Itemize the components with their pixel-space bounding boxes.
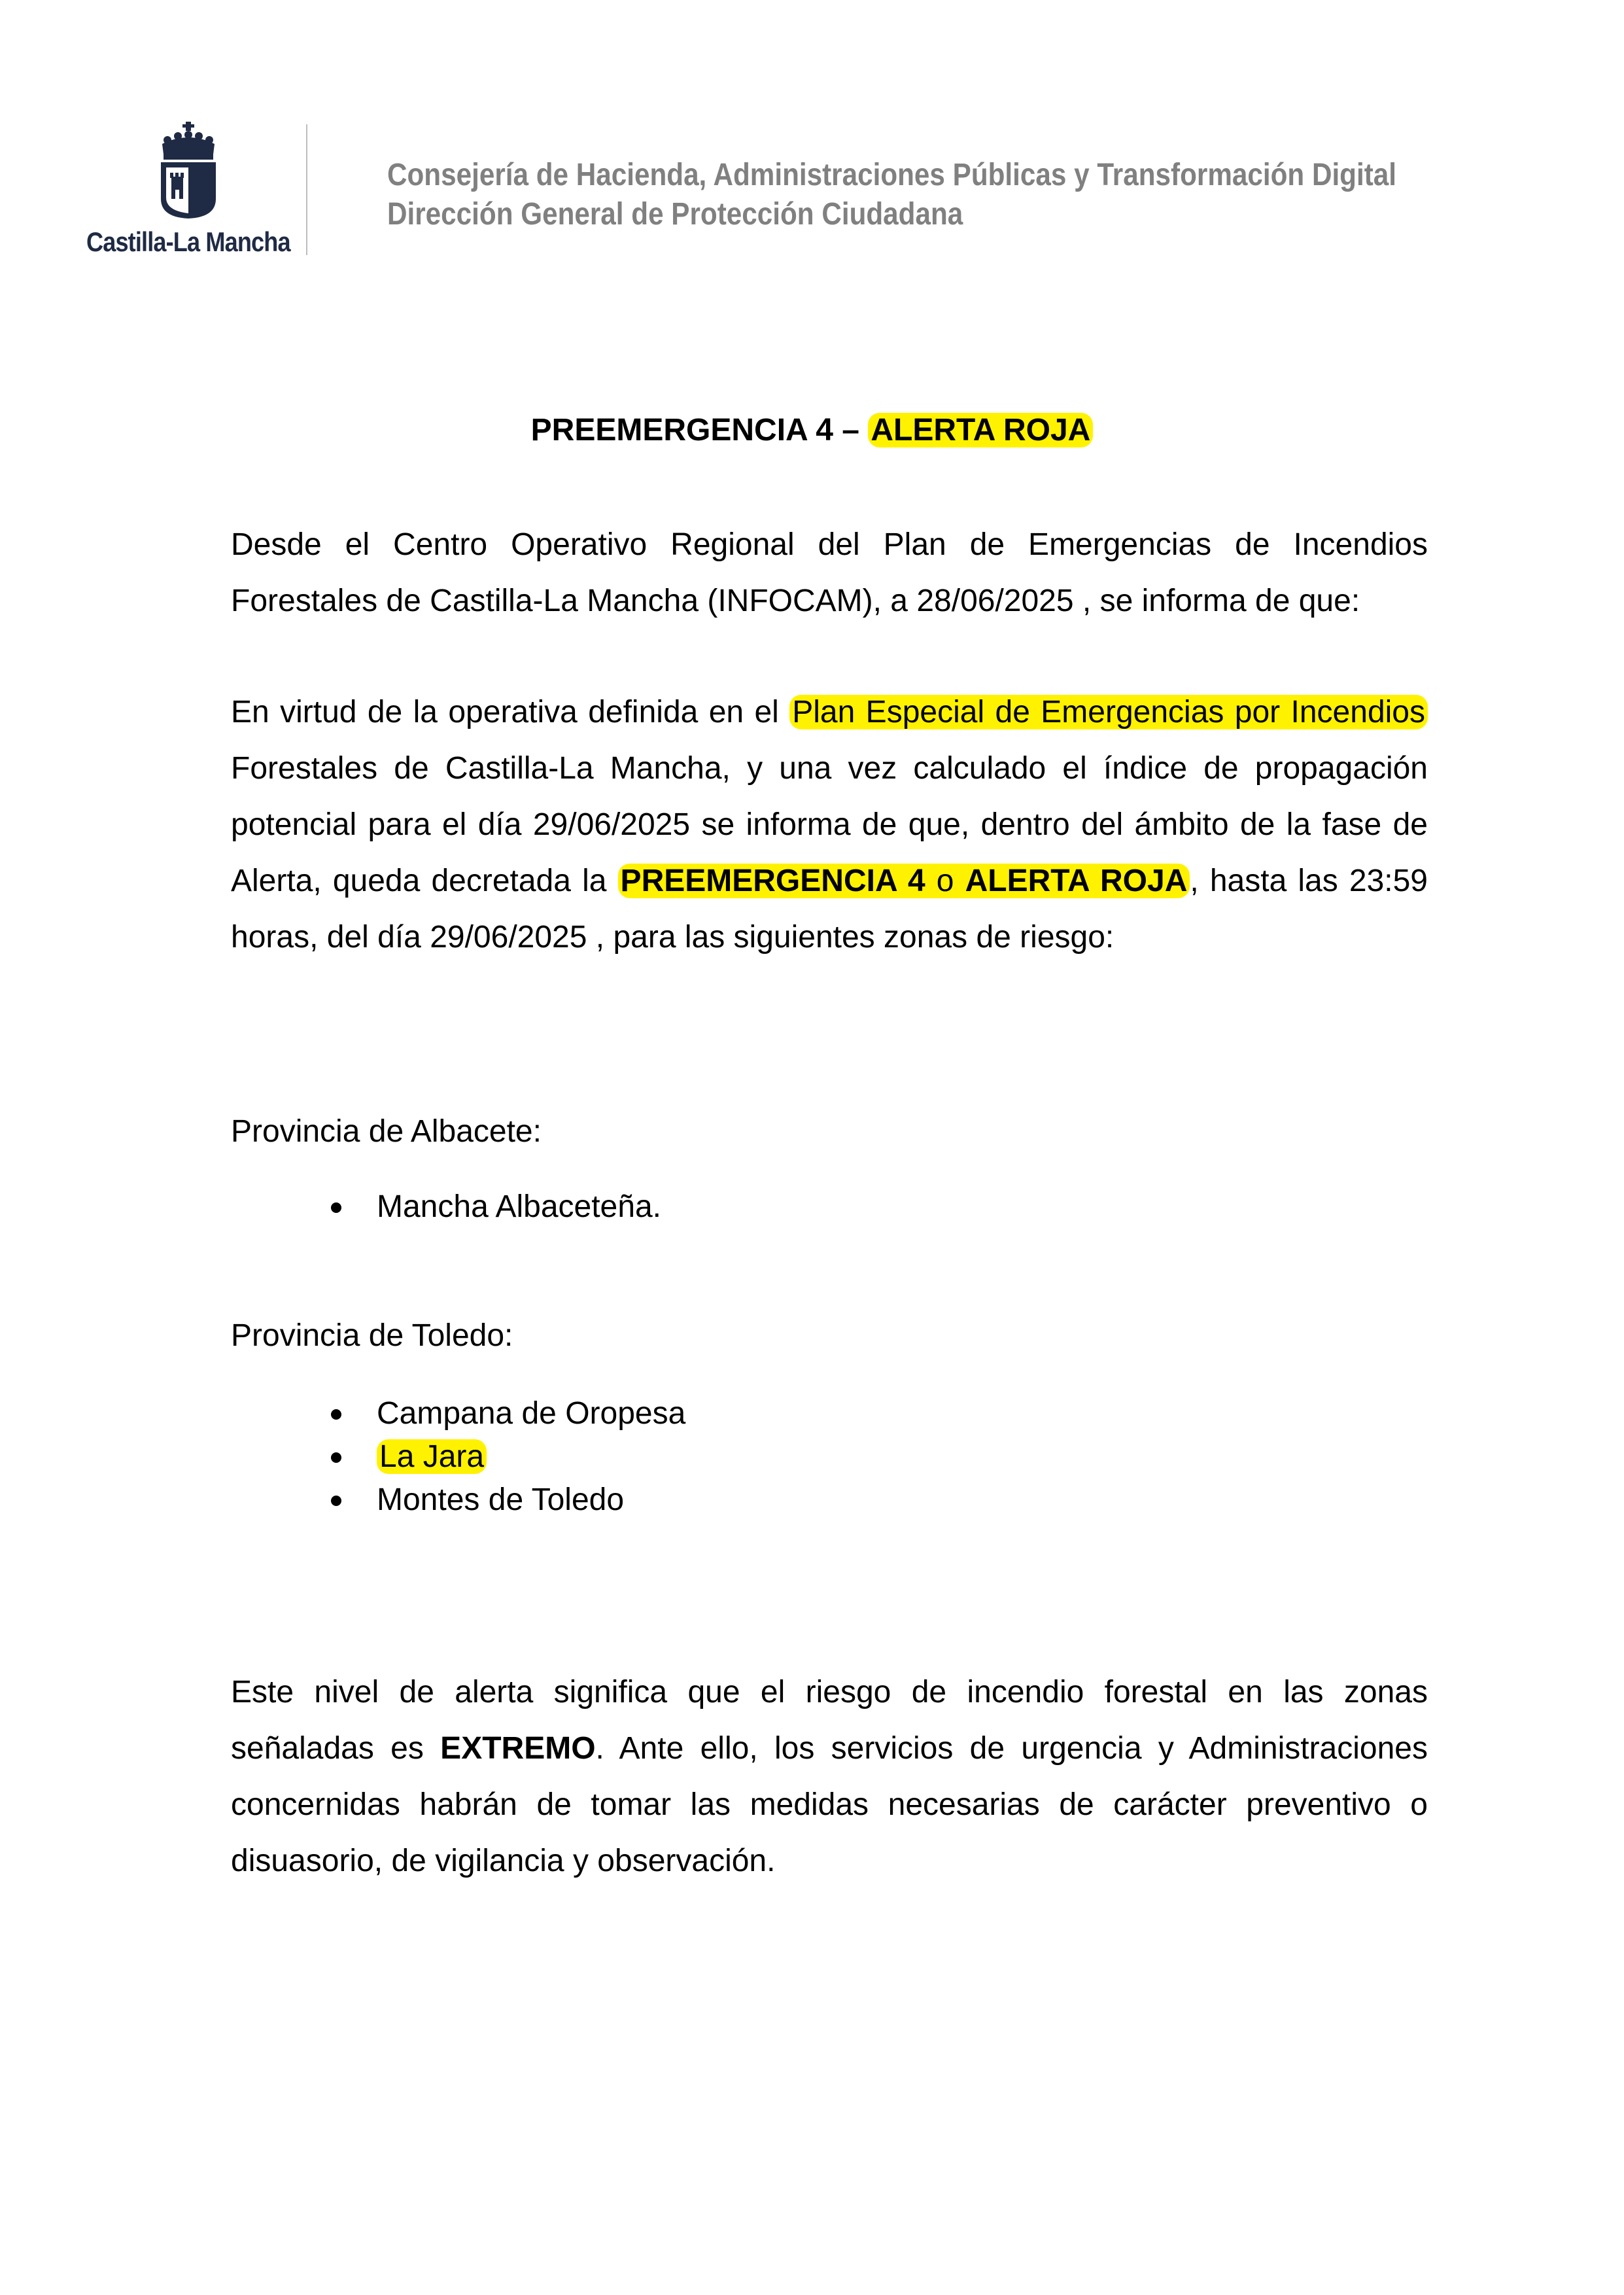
title-prefix: PREEMERGENCIA 4 – [530, 413, 869, 447]
department-name: Consejería de Hacienda, Administraciones Públicas y Transformación Digital [387, 158, 1397, 192]
zone-name: Campana de Oropesa [377, 1396, 686, 1431]
department-block [387, 156, 1396, 234]
castilla-la-mancha-logo [84, 122, 300, 259]
meaning-text: señaladas es [231, 1731, 441, 1766]
declaration-text: En virtud de la operativa definida en el [231, 695, 790, 729]
document-title [0, 411, 1624, 450]
risk-level-bold: EXTREMO [440, 1731, 596, 1766]
intro-line-1: Desde el Centro Operativo Regional del Plan de Emergencias de Incendios [231, 527, 1428, 562]
alert-level-highlight [618, 864, 1190, 898]
plan-name-highlight: Plan Especial de Emergencias por Incendios [789, 695, 1428, 729]
declaration-line-5: horas, del día 29/06/2025 , para las siguientes zonas de riesgo: [231, 920, 1114, 955]
meaning-text: . Ante ello, los servicios de urgencia y Administraciones [595, 1731, 1428, 1766]
toledo-zone-list [327, 1392, 685, 1522]
list-item [327, 1435, 685, 1479]
list-item [327, 1185, 661, 1229]
declaration-line-4 [231, 853, 1428, 909]
coat-of-arms-icon [156, 122, 221, 220]
province-toledo-heading: Provincia de Toledo: [231, 1318, 513, 1353]
albacete-zone-list [327, 1185, 661, 1229]
declaration-line-3: potencial para el día 29/06/2025 se informa de que, dentro del ámbito de la fase de [231, 807, 1428, 842]
declaration-line-1 [231, 684, 1428, 741]
zone-name-highlight: La Jara [377, 1439, 487, 1474]
intro-line-2: Forestales de Castilla-La Mancha (INFOCAM), a 28/06/2025 , se informa de que: [231, 584, 1360, 618]
alert-declaration-paragraph [231, 684, 1428, 966]
directorate-name: Dirección General de Protección Ciudadana [387, 197, 963, 232]
meaning-line-4: disuasorio, de vigilancia y observación. [231, 1844, 776, 1878]
title-highlight: ALERTA ROJA [868, 413, 1093, 447]
page-header [0, 0, 1624, 275]
list-item [327, 1479, 685, 1522]
bullet-icon [331, 1202, 341, 1213]
meaning-line-2 [231, 1721, 1428, 1777]
zone-name: Montes de Toledo [377, 1482, 625, 1517]
list-item [327, 1392, 685, 1435]
alert-level-bold: PREEMERGENCIA 4 [620, 864, 925, 898]
zone-name: Mancha Albaceteña. [377, 1189, 661, 1224]
bullet-icon [331, 1409, 341, 1420]
meaning-line-1: Este nivel de alerta significa que el riesgo de incendio forestal en las zonas [231, 1675, 1428, 1709]
logo-wordmark: Castilla-La Mancha [86, 226, 290, 257]
alert-color-bold: ALERTA ROJA [965, 864, 1188, 898]
header-divider [306, 124, 307, 255]
meaning-line-3: concernidas habrán de tomar las medidas necesarias de carácter preventivo o [231, 1787, 1428, 1822]
bullet-icon [331, 1496, 341, 1506]
alert-meaning-paragraph [231, 1664, 1428, 1889]
province-albacete-heading: Provincia de Albacete: [231, 1114, 542, 1149]
declaration-line-2: Forestales de Castilla-La Mancha, y una vez calculado el índice de propagación [231, 751, 1428, 786]
bullet-icon [331, 1452, 341, 1463]
alert-level-connector: o [925, 864, 965, 898]
declaration-text: Alerta, queda decretada la [231, 864, 618, 898]
intro-paragraph [231, 517, 1428, 629]
declaration-text: , hasta las 23:59 [1190, 864, 1428, 898]
